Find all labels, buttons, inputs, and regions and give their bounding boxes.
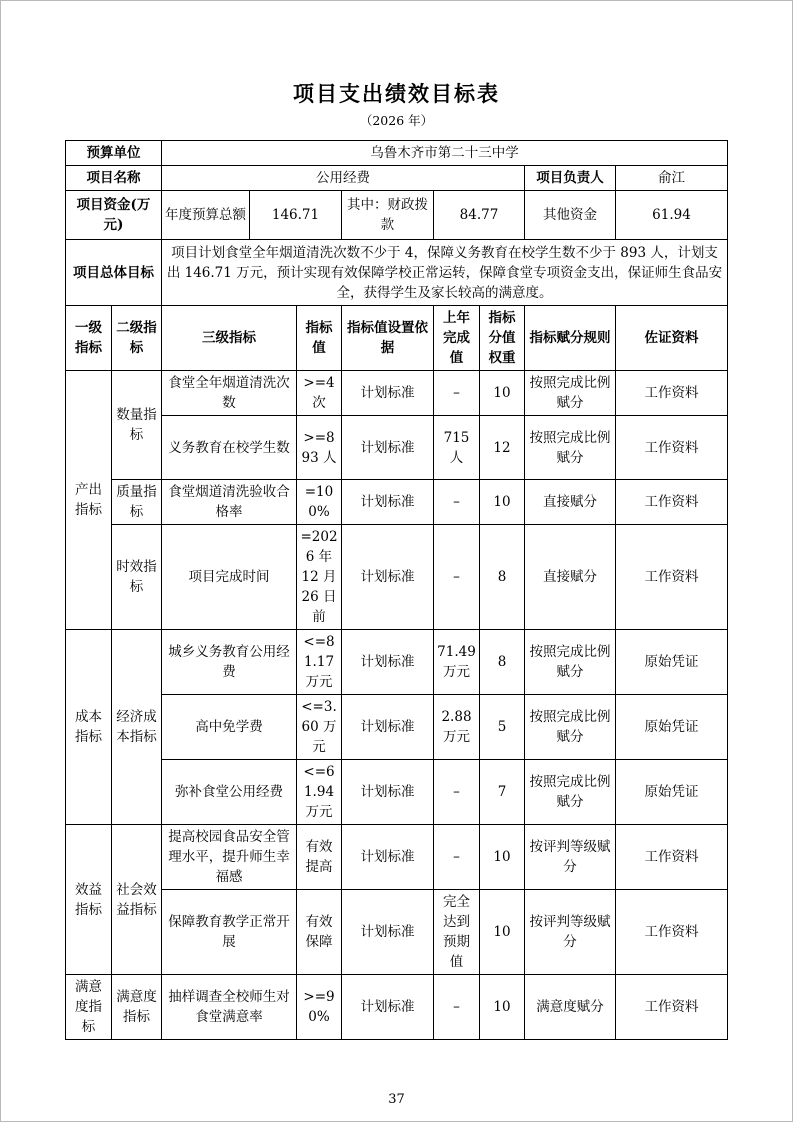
evidence-cell: 原始凭证 <box>616 760 728 825</box>
level1-indicator-cell: 效益指标 <box>66 825 112 975</box>
level2-indicator-cell: 社会效益指标 <box>112 825 162 975</box>
evidence-cell: 工作资料 <box>616 975 728 1040</box>
scoring-rule-cell: 按照完成比例赋分 <box>525 371 616 416</box>
level1-indicator-cell: 成本指标 <box>66 630 112 825</box>
weight-cell: 12 <box>480 416 525 480</box>
evidence-cell: 工作资料 <box>616 416 728 480</box>
target-value-cell: >=4 次 <box>297 371 342 416</box>
basis-cell: 计划标准 <box>342 480 434 525</box>
project-funds-label: 项目资金(万元) <box>66 191 162 240</box>
budget-unit-value: 乌鲁木齐市第二十三中学 <box>162 141 728 166</box>
scoring-rule-cell: 按照完成比例赋分 <box>525 630 616 695</box>
weight-cell: 5 <box>480 695 525 760</box>
prev-year-cell: 71.49 万元 <box>434 630 480 695</box>
basis-cell: 计划标准 <box>342 695 434 760</box>
project-funds-row <box>66 191 728 240</box>
indicator-row <box>66 975 728 1040</box>
header-level1: 一级指标 <box>66 306 112 371</box>
target-value-cell: <=61.94 万元 <box>297 760 342 825</box>
evidence-cell: 原始凭证 <box>616 695 728 760</box>
level2-indicator-cell: 数量指标 <box>112 371 162 480</box>
indicator-row <box>66 695 728 760</box>
indicator-name-cell: 食堂烟道清洗验收合格率 <box>162 480 297 525</box>
evidence-cell: 工作资料 <box>616 480 728 525</box>
level2-indicator-cell: 满意度指标 <box>112 975 162 1040</box>
indicator-name-cell: 项目完成时间 <box>162 525 297 630</box>
overall-goal-text: 项目计划食堂全年烟道清洗次数不少于 4，保障义务教育在校学生数不少于 893 人，计划支出 146.71 万元，预计实现有效保障学校正常运转，保障食堂专项资金支出，保证师生食品安全，获得学生及家长较高的满意度。 <box>162 240 728 306</box>
prev-year-cell: 完全达到预期值 <box>434 890 480 975</box>
target-value-cell: 有效提高 <box>297 825 342 890</box>
project-name-value: 公用经费 <box>162 166 525 191</box>
indicator-row <box>66 825 728 890</box>
header-evidence: 佐证资料 <box>616 306 728 371</box>
project-leader-value: 俞江 <box>616 166 728 191</box>
page-number: 37 <box>388 1092 405 1107</box>
prev-year-cell: 2.88 万元 <box>434 695 480 760</box>
fiscal-funds-label: 其中：财政拨款 <box>342 191 434 240</box>
weight-cell: 10 <box>480 890 525 975</box>
weight-cell: 10 <box>480 371 525 416</box>
performance-target-table <box>65 140 728 1040</box>
indicator-row <box>66 890 728 975</box>
indicator-row <box>66 760 728 825</box>
basis-cell: 计划标准 <box>342 890 434 975</box>
weight-cell: 8 <box>480 630 525 695</box>
target-value-cell: >=893 人 <box>297 416 342 480</box>
basis-cell: 计划标准 <box>342 525 434 630</box>
evidence-cell: 工作资料 <box>616 371 728 416</box>
budget-unit-label: 预算单位 <box>66 141 162 166</box>
prev-year-cell: – <box>434 371 480 416</box>
other-funds-value: 61.94 <box>616 191 728 240</box>
indicator-row <box>66 480 728 525</box>
indicator-row <box>66 371 728 416</box>
indicator-row <box>66 416 728 480</box>
weight-cell: 8 <box>480 525 525 630</box>
project-name-label: 项目名称 <box>66 166 162 191</box>
basis-cell: 计划标准 <box>342 975 434 1040</box>
evidence-cell: 工作资料 <box>616 825 728 890</box>
level2-indicator-cell: 质量指标 <box>112 480 162 525</box>
weight-cell: 10 <box>480 975 525 1040</box>
project-leader-label: 项目负责人 <box>525 166 616 191</box>
indicator-row <box>66 630 728 695</box>
target-value-cell: >=90% <box>297 975 342 1040</box>
basis-cell: 计划标准 <box>342 760 434 825</box>
prev-year-cell: – <box>434 760 480 825</box>
level2-indicator-cell: 经济成本指标 <box>112 630 162 825</box>
basis-cell: 计划标准 <box>342 825 434 890</box>
header-scoring-rule: 指标赋分规则 <box>525 306 616 371</box>
weight-cell: 10 <box>480 480 525 525</box>
target-value-cell: 有效保障 <box>297 890 342 975</box>
indicator-name-cell: 城乡义务教育公用经费 <box>162 630 297 695</box>
basis-cell: 计划标准 <box>342 371 434 416</box>
prev-year-cell: 715 人 <box>434 416 480 480</box>
other-funds-label: 其他资金 <box>525 191 616 240</box>
scoring-rule-cell: 按照完成比例赋分 <box>525 695 616 760</box>
header-prev-year: 上年完成值 <box>434 306 480 371</box>
annual-total-value: 146.71 <box>250 191 342 240</box>
indicator-name-cell: 义务教育在校学生数 <box>162 416 297 480</box>
overall-goal-row <box>66 240 728 306</box>
scoring-rule-cell: 直接赋分 <box>525 525 616 630</box>
header-target-value: 指标值 <box>297 306 342 371</box>
indicator-name-cell: 抽样调查全校师生对食堂满意率 <box>162 975 297 1040</box>
header-basis: 指标值设置依据 <box>342 306 434 371</box>
page-title: 项目支出绩效目标表 <box>293 81 500 106</box>
level1-indicator-cell: 产出指标 <box>66 371 112 630</box>
scoring-rule-cell: 直接赋分 <box>525 480 616 525</box>
header-level3: 三级指标 <box>162 306 297 371</box>
prev-year-cell: – <box>434 975 480 1040</box>
weight-cell: 10 <box>480 825 525 890</box>
indicator-name-cell: 保障教育教学正常开展 <box>162 890 297 975</box>
weight-cell: 7 <box>480 760 525 825</box>
scoring-rule-cell: 满意度赋分 <box>525 975 616 1040</box>
target-value-cell: =2026 年 12 月 26 日前 <box>297 525 342 630</box>
basis-cell: 计划标准 <box>342 630 434 695</box>
indicator-name-cell: 弥补食堂公用经费 <box>162 760 297 825</box>
evidence-cell: 工作资料 <box>616 890 728 975</box>
page-subtitle: （2026 年） <box>359 113 434 128</box>
indicator-header-row <box>66 306 728 371</box>
overall-goal-label: 项目总体目标 <box>66 240 162 306</box>
target-value-cell: =100% <box>297 480 342 525</box>
scoring-rule-cell: 按照完成比例赋分 <box>525 416 616 480</box>
prev-year-cell: – <box>434 525 480 630</box>
scoring-rule-cell: 按照完成比例赋分 <box>525 760 616 825</box>
indicator-name-cell: 食堂全年烟道清洗次数 <box>162 371 297 416</box>
level2-indicator-cell: 时效指标 <box>112 525 162 630</box>
level1-indicator-cell: 满意度指标 <box>66 975 112 1040</box>
target-value-cell: <=3.60 万元 <box>297 695 342 760</box>
scoring-rule-cell: 按评判等级赋分 <box>525 890 616 975</box>
evidence-cell: 工作资料 <box>616 525 728 630</box>
fiscal-funds-value: 84.77 <box>434 191 525 240</box>
scoring-rule-cell: 按评判等级赋分 <box>525 825 616 890</box>
header-weight: 指标分值权重 <box>480 306 525 371</box>
prev-year-cell: – <box>434 480 480 525</box>
prev-year-cell: – <box>434 825 480 890</box>
indicator-name-cell: 高中免学费 <box>162 695 297 760</box>
budget-unit-row <box>66 141 728 166</box>
project-name-row <box>66 166 728 191</box>
annual-total-label: 年度预算总额 <box>162 191 250 240</box>
evidence-cell: 原始凭证 <box>616 630 728 695</box>
indicator-name-cell: 提高校园食品安全管理水平，提升师生幸福感 <box>162 825 297 890</box>
target-value-cell: <=81.17 万元 <box>297 630 342 695</box>
indicator-row <box>66 525 728 630</box>
header-level2: 二级指标 <box>112 306 162 371</box>
basis-cell: 计划标准 <box>342 416 434 480</box>
